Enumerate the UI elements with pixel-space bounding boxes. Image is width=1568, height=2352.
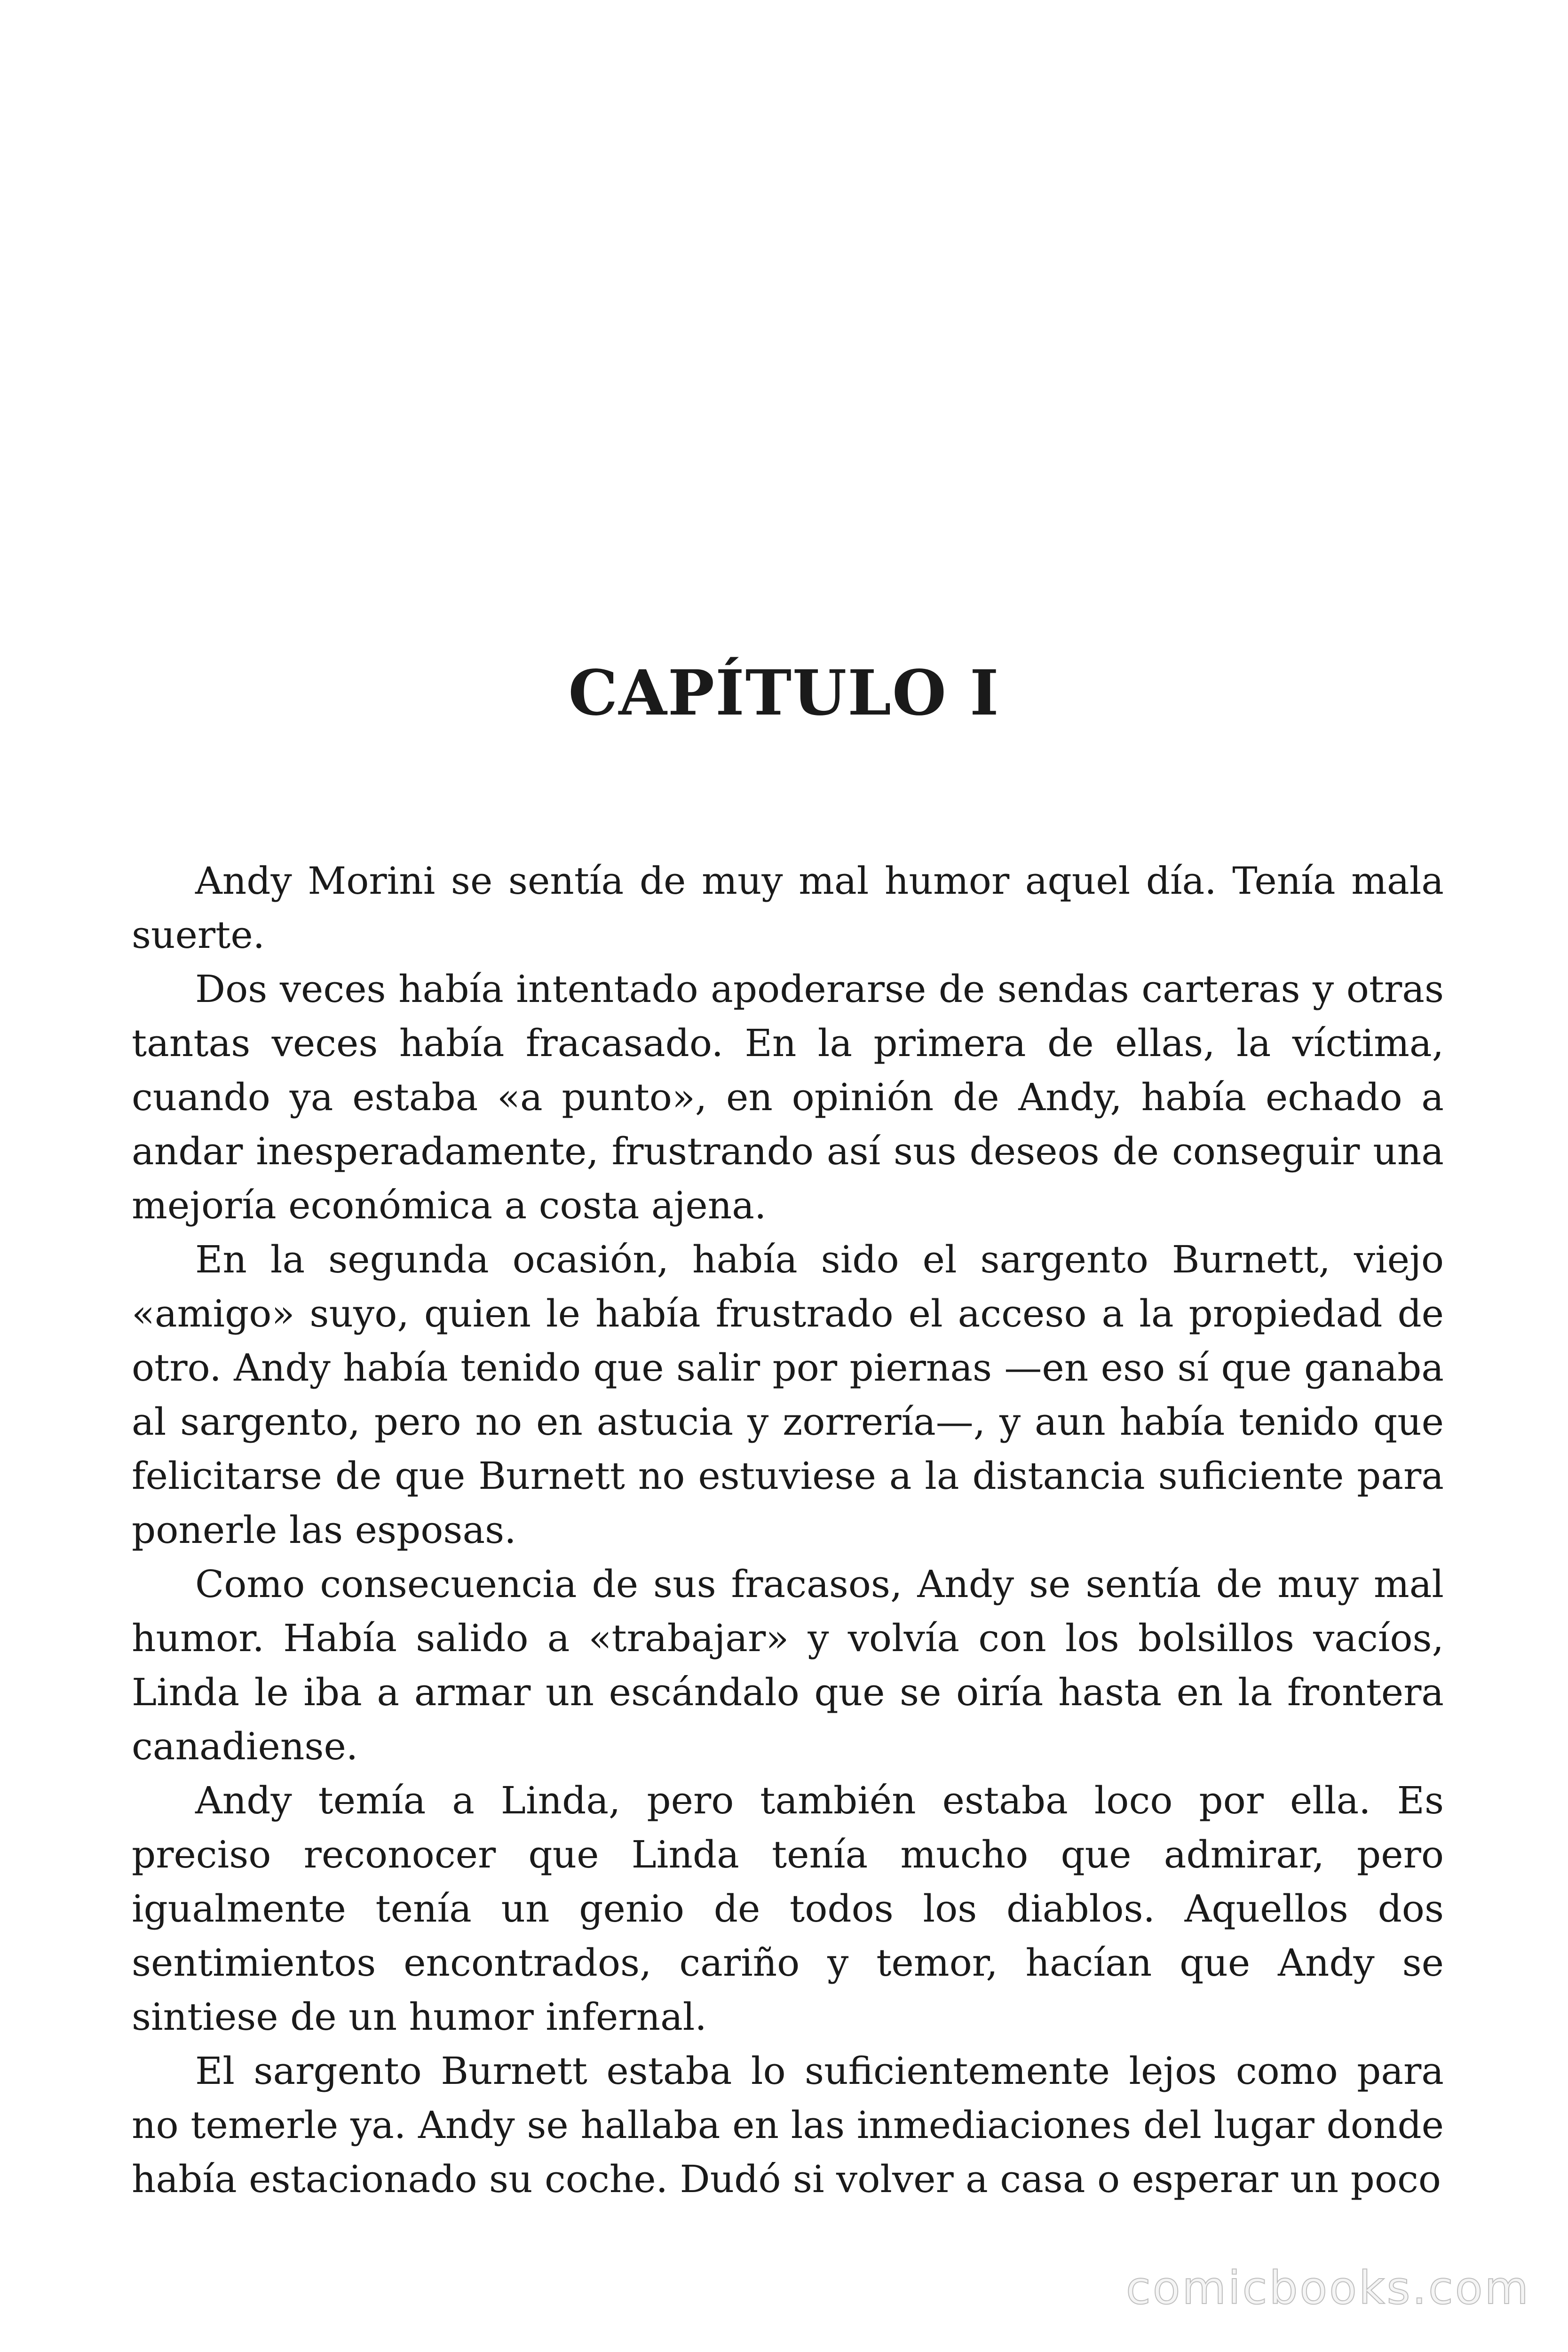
chapter-title: CAPÍTULO I (568, 657, 1000, 730)
paragraph: Andy Morini se sentía de muy mal humor aquel día. Tenía mala suerte. (132, 859, 1444, 957)
chapter-body (132, 854, 1444, 2206)
paragraph: Como consecuencia de sus fracasos, Andy se sentía de muy mal humor. Había salido a «trabajar» y volvía con los bolsillos vacíos, Linda le iba a armar un escándalo que se oiría hasta en la frontera canadiense. (132, 1562, 1444, 1768)
paragraph: Dos veces había intentado apoderarse de sendas carteras y otras tantas veces había fracasado. En la primera de ellas, la víctima, cuando ya estaba «a punto», en opinión de Andy, había echado a andar inesperadamente, frustrando así sus deseos de conseguir una mejoría económica a costa ajena. (132, 967, 1444, 1227)
paragraph: Andy temía a Linda, pero también estaba loco por ella. Es preciso reconocer que Linda tenía mucho que admirar, pero igualmente tenía un genio de todos los diablos. Aquellos dos sentimientos encontrados, cariño y temor, hacían que Andy se sintiese de un humor infernal. (132, 1779, 1444, 2039)
watermark: comicbooks.com (1125, 2262, 1530, 2314)
paragraph: En la segunda ocasión, había sido el sargento Burnett, viejo «amigo» suyo, quien le había frustrado el acceso a la propiedad de otro. Andy había tenido que salir por piernas —en eso sí que ganaba al sargento, pero no en astucia y zorrería—, y aun había tenido que felicitarse de que Burnett no estuviese a la distancia suficiente para ponerle las esposas. (132, 1238, 1444, 1552)
paragraph: El sargento Burnett estaba lo suficientemente lejos como para no temerle ya. Andy se hallaba en las inmediaciones del lugar donde había estacionado su coche. Dudó si volver a casa o esperar un poco (132, 2049, 1444, 2201)
